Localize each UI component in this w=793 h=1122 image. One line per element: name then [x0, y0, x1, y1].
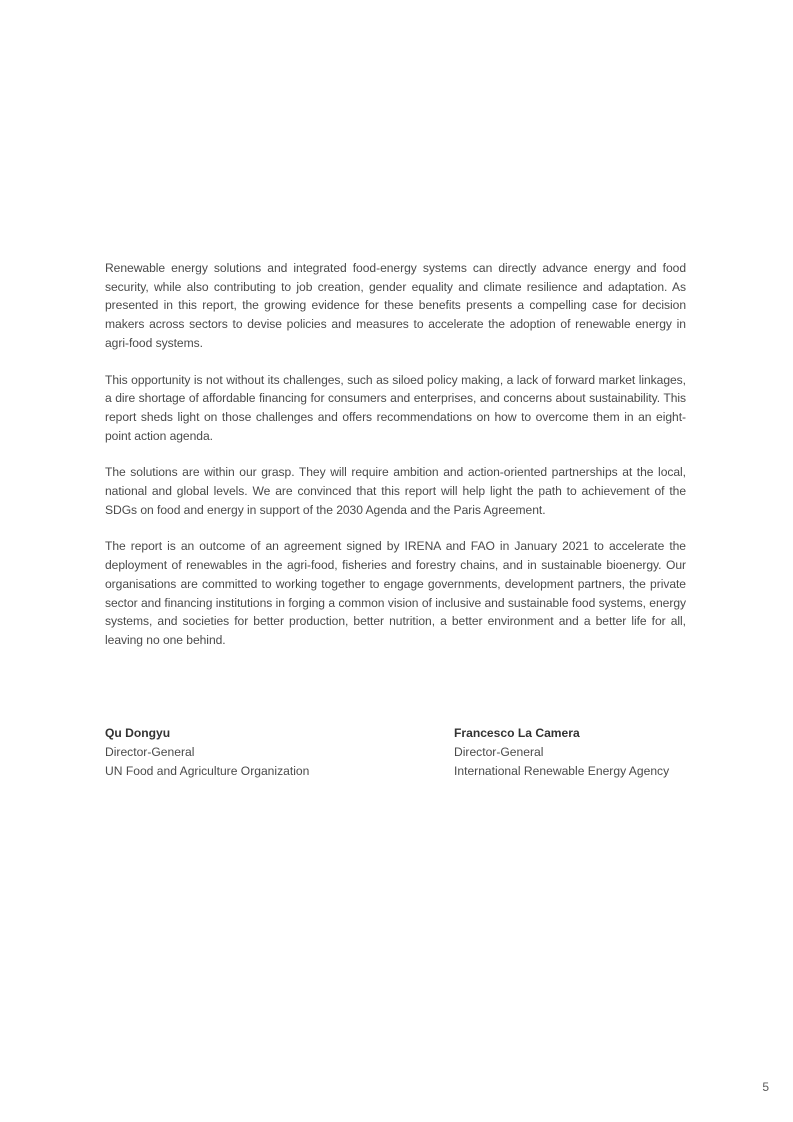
signatory-fao	[105, 724, 309, 781]
paragraph-1: Renewable energy solutions and integrated food-energy systems can directly advance energy and food security, while also contributing to job creation, gender equality and climate resilience and adaptation. As presented in this report, the growing evidence for these benefits presents a compelling case for decision makers across sectors to devise policies and measures to accelerate the adoption of renewable energy in agri-food systems.	[105, 261, 686, 350]
signatory-name: Francesco La Camera	[454, 726, 580, 740]
signatory-title: Director-General	[105, 745, 195, 759]
page-number: 5	[762, 1080, 769, 1094]
paragraph-2: This opportunity is not without its challenges, such as siloed policy making, a lack of forward market linkages, a dire shortage of affordable financing for consumers and enterprises, and concerns about sustainability. This report sheds light on those challenges and offers recommendations on how to overcome them in an eight-point action agenda.	[105, 372, 686, 443]
paragraph-3: The solutions are within our grasp. They will require ambition and action-oriented partnerships at the local, national and global levels. We are convinced that this report will help light the path to achievement of the SDGs on food and energy in support of the 2030 Agenda and the Paris Agreement.	[105, 465, 686, 517]
foreword-body	[105, 259, 686, 668]
signatory-title: Director-General	[454, 745, 544, 759]
signatory-organization: UN Food and Agriculture Organization	[105, 764, 310, 778]
signatory-irena	[454, 724, 669, 781]
paragraph-4: The report is an outcome of an agreement signed by IRENA and FAO in January 2021 to accelerate the deployment of renewables in the agri-food, fisheries and forestry chains, and in sustainable bioenergy. Our organisations are committed to working together to engage governments, development partners, the private sector and financing institutions in forging a common vision of inclusive and sustainable food systems, energy systems, and societies for better production, better nutrition, a better environment and a better life for all, leaving no one behind.	[105, 539, 686, 647]
signatory-name: Qu Dongyu	[105, 726, 171, 740]
signatory-organization: International Renewable Energy Agency	[454, 764, 670, 778]
